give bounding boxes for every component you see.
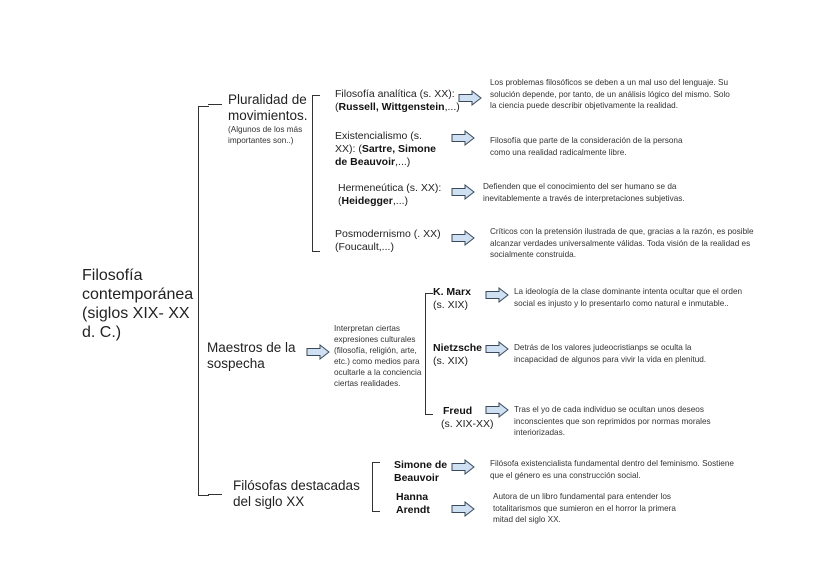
label: ,...) [392, 195, 409, 207]
arrow-right-icon [306, 344, 330, 360]
arrow-right-icon [451, 501, 475, 517]
movement-existencialismo [335, 130, 445, 169]
name: K. Marx [433, 286, 471, 298]
period: (s. XIX) [433, 355, 469, 367]
desc-nietzsche: Detrás de los valores judeocristianps se oculta la incapacidad de algunos para vivir la vida en plenitud. [514, 343, 707, 364]
root-title: Filosofía contemporánea (siglos XIX- XX d. C.) [82, 267, 194, 341]
main-bracket [198, 106, 209, 496]
arrow-right-icon [451, 130, 475, 146]
desc-analitica: Los problemas filosóficos se deben a un mal uso del lenguaje. Su solución depende, por tanto, de un análisis lógico del mismo. Solo la ciencia puede describir objetivamente la realidad. [490, 78, 730, 110]
label: ,...) [444, 101, 460, 113]
connector-line [208, 494, 222, 495]
desc-arendt: Autora de un libro fundamental para entender los totalitarismos que sumieron en el horror la primera mitad del siglo XX. [493, 492, 676, 524]
connector-line [208, 104, 222, 105]
branch-maestros-title: Maestros de la sospecha [207, 340, 296, 371]
person-arendt [396, 491, 436, 517]
arrow-right-icon [485, 287, 509, 303]
name: Hanna Arendt [396, 491, 430, 516]
arrow-right-icon [485, 341, 509, 357]
authors: Sartre, Simone de Beauvoir [335, 143, 436, 168]
person-nietzsche [433, 342, 482, 368]
authors: Heidegger [341, 195, 393, 207]
name: Simone de Beauvoir [394, 459, 448, 484]
bracket-maestros [425, 293, 433, 415]
desc-marx: La ideología de la clase dominante intenta ocultar que el orden social es injusto y lo presentarlo como natural e inmutable.. [514, 287, 743, 308]
person-beauvoir [394, 459, 454, 485]
arrow-right-icon [458, 90, 482, 106]
label: Hermeneútica (s. XX): ( [338, 182, 442, 207]
bracket-filosofas [372, 462, 380, 512]
desc-hermeneutica: Defienden que el conocimiento del ser humano se da inevitablemente a través de interpretaciones subjetivas. [483, 182, 685, 203]
arrow-right-icon [451, 230, 475, 246]
branch-maestros-note: Interpretan ciertas expresiones culturales (filosofía, religión, arte, etc.) como medios para ocultarle a la conciencia ciertas realidades. [334, 324, 422, 388]
name: Freud [443, 405, 473, 417]
period: (s. XIX) [433, 299, 469, 311]
branch-pluralidad-note: (Algunos de los más importantes son..) [228, 125, 303, 145]
period: (s. XIX-XX) [441, 418, 494, 430]
arrow-right-icon [485, 402, 509, 418]
movement-posmodernismo [335, 228, 445, 254]
branch-pluralidad-title: Pluralidad de movimientos. [228, 92, 308, 123]
label: Existencialismo (s. XX): ( [335, 130, 422, 155]
bracket-movimientos [312, 95, 320, 252]
label: ,...) [395, 156, 411, 168]
person-marx [433, 286, 471, 312]
desc-beauvoir: Filósofa existencialista fundamental dentro del feminismo. Sostiene que el género es una construcción social. [490, 459, 734, 480]
label: Filosofía analítica (s. XX): ( [335, 88, 455, 113]
movement-hermeneutica [338, 182, 448, 208]
desc-existencialismo: Filosofía que parte de la consideración de la persona como una realidad radicalmente libre. [490, 136, 683, 157]
desc-freud: Tras el yo de cada individuo se ocultan unos deseos inconscientes que son reprimidos por normas morales interiorizadas. [514, 405, 711, 437]
label: Posmodernismo (. XX) (Foucault,...) [335, 228, 441, 253]
arrow-right-icon [451, 459, 475, 475]
branch-filosofas-title: Filósofas destacadas del siglo XX [233, 478, 360, 509]
name: Nietzsche [433, 342, 483, 354]
authors: Russell, Wittgenstein [338, 101, 445, 113]
movement-analitica [335, 88, 465, 114]
arrow-right-icon [451, 184, 475, 200]
desc-posmodernismo: Críticos con la pretensión ilustrada de que, gracias a la razón, es posible alcanzar verdades universalmente válidas. Toda visión de la realidad es socialmente construida. [490, 227, 754, 259]
